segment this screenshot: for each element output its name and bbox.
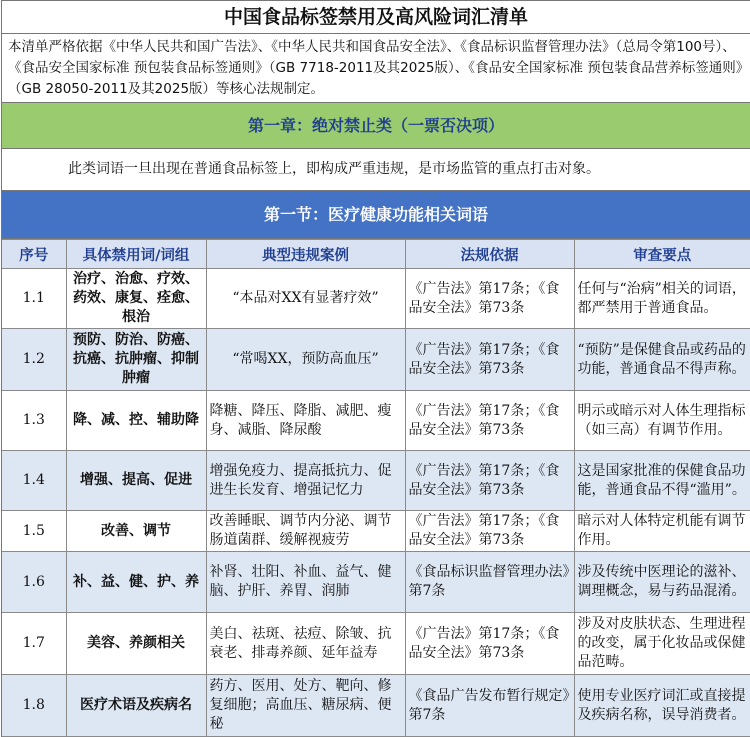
row-keywords: 美容、养颜相关 xyxy=(66,613,206,675)
row-law: 《广告法》第17条；《食品安全法》第73条 xyxy=(405,511,574,552)
table-header-row xyxy=(2,240,750,269)
row-law: 《食品标识监督管理办法》第7条 xyxy=(405,552,574,613)
page-title: 中国食品标签禁用及高风险词汇清单 xyxy=(2,0,750,34)
row-case: 改善睡眠、调节内分泌、调节肠道菌群、缓解视疲劳 xyxy=(206,511,405,552)
row-index: 1.2 xyxy=(2,329,66,391)
row-index: 1.3 xyxy=(2,391,66,451)
row-law: 《广告法》第17条；《食品安全法》第73条 xyxy=(405,329,574,391)
row-case: 增强免疫力、提高抵抗力、促进生长发育、增强记忆力 xyxy=(206,451,405,511)
row-case: 美白、祛斑、祛痘、除皱、抗衰老、排毒养颜、延年益寿 xyxy=(206,613,405,675)
row-keywords: 增强、提高、促进 xyxy=(66,451,206,511)
header-case: 典型违规案例 xyxy=(206,240,405,269)
row-case: 药方、医用、处方、靶向、修复细胞；高血压、糖尿病、便秘 xyxy=(206,675,405,737)
row-keywords: 降、减、控、辅助降 xyxy=(66,391,206,451)
row-keywords: 治疗、治愈、疗效、药效、康复、痊愈、根治 xyxy=(66,269,206,329)
row-note: “预防”是保健食品或药品的功能，普通食品不得声称。 xyxy=(574,329,750,391)
row-law: 《广告法》第17条；《食品安全法》第73条 xyxy=(405,613,574,675)
row-law: 《广告法》第17条；《食品安全法》第73条 xyxy=(405,451,574,511)
row-keywords: 预防、防治、防癌、抗癌、抗肿瘤、抑制肿瘤 xyxy=(66,329,206,391)
row-index: 1.4 xyxy=(2,451,66,511)
table-row xyxy=(2,329,750,391)
row-index: 1.7 xyxy=(2,613,66,675)
row-case: 降糖、降压、降脂、减肥、瘦身、减脂、降尿酸 xyxy=(206,391,405,451)
row-note: 这是国家批准的保健食品功能，普通食品不得“滥用”。 xyxy=(574,451,750,511)
table-row xyxy=(2,511,750,552)
document-sheet xyxy=(1,0,750,737)
row-index: 1.5 xyxy=(2,511,66,552)
row-index: 1.8 xyxy=(2,675,66,737)
row-law: 《食品广告发布暂行规定》第7条 xyxy=(405,675,574,737)
row-keywords: 医疗术语及疾病名 xyxy=(66,675,206,737)
chapter-description: 此类词语一旦出现在普通食品标签上，即构成严重违规，是市场监管的重点打击对象。 xyxy=(2,149,750,191)
row-keywords: 补、益、健、护、养 xyxy=(66,552,206,613)
row-note: 使用专业医疗词汇或直接提及疾病名称，误导消费者。 xyxy=(574,675,750,737)
row-case: “常喝XX，预防高血压” xyxy=(206,329,405,391)
row-note: 暗示对人体特定机能有调节作用。 xyxy=(574,511,750,552)
row-law: 《广告法》第17条；《食品安全法》第73条 xyxy=(405,269,574,329)
table-row xyxy=(2,451,750,511)
banned-words-table xyxy=(2,239,750,737)
row-note: 涉及传统中医理论的滋补、调理概念，易与药品混淆。 xyxy=(574,552,750,613)
row-case: “本品对XX有显著疗效” xyxy=(206,269,405,329)
row-note: 明示或暗示对人体生理指标（如三高）有调节作用。 xyxy=(574,391,750,451)
row-case: 补肾、壮阳、补血、益气、健脑、护肝、养胃、润肺 xyxy=(206,552,405,613)
table-row xyxy=(2,552,750,613)
row-index: 1.1 xyxy=(2,269,66,329)
header-keyword: 具体禁用词/词组 xyxy=(66,240,206,269)
table-row xyxy=(2,269,750,329)
header-note: 审查要点 xyxy=(574,240,750,269)
header-index: 序号 xyxy=(2,240,66,269)
table-row xyxy=(2,613,750,675)
row-note: 涉及对皮肤状态、生理进程的改变，属于化妆品或保健品范畴。 xyxy=(574,613,750,675)
header-law: 法规依据 xyxy=(405,240,574,269)
intro-paragraph: 本清单严格依据《中华人民共和国广告法》、《中华人民共和国食品安全法》、《食品标识监督管理办法》（总局令第100号）、《食品安全国家标准 预包装食品标签通则》（GB 7718-2011及其2025版）、《食品安全国家标准 预包装食品营养标签通则》（GB 28050-2011及其2025版）等核心法规制定。 xyxy=(2,34,750,103)
table-row xyxy=(2,391,750,451)
section-heading: 第一节：医疗健康功能相关词语 xyxy=(2,191,750,239)
row-law: 《广告法》第17条；《食品安全法》第73条 xyxy=(405,391,574,451)
row-note: 任何与“治病”相关的词语，都严禁用于普通食品。 xyxy=(574,269,750,329)
row-keywords: 改善、调节 xyxy=(66,511,206,552)
row-index: 1.6 xyxy=(2,552,66,613)
chapter-heading: 第一章：绝对禁止类（一票否决项） xyxy=(2,103,750,149)
table-row xyxy=(2,675,750,737)
